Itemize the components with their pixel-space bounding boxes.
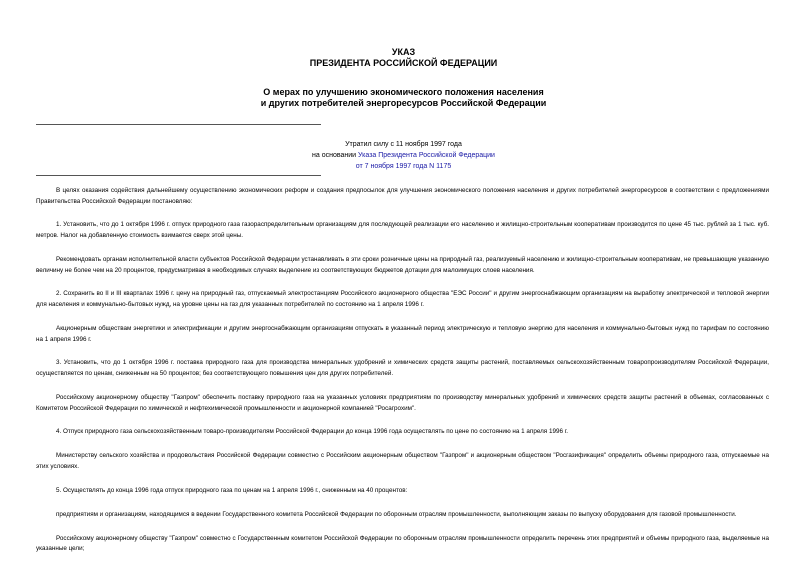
body-paragraph: Российскому акционерному обществу "Газпром" обеспечить поставку природного газа на указанных условиях предприятиям по производству минеральных удобрений и химических средств защиты растений в объемах, согласованных с Комитетом Российской Федерации по химической и нефтехимической промышленности и акционерной компанией "Росагрохим". xyxy=(36,393,769,412)
body-paragraph: Акционерным обществам энергетики и электрификации и другим энергоснабжающим организациям отпускать в указанный период электрическую и тепловую энергию для населения и коммунально-бытовых нужд по тарифам по состоянию на 1 апреля 1996 г. xyxy=(36,324,769,343)
document-type-heading: УКАЗ xyxy=(391,47,416,57)
body-paragraph: 1. Установить, что до 1 октября 1996 г. отпуск природного газа газораспределительным организациям для последующей реализации его населению и жилищно-строительным кооперативам производится по цене 45 тыс. рублей за 1 тыс. куб. метров. Налог на добавленную стоимость взимается сверх этой цены. xyxy=(36,221,769,240)
status-basis-prefix: на основании xyxy=(312,152,359,159)
body-paragraph: Российскому акционерному обществу "Газпром" совместно с Государственным комитетом Российской Федерации по оборонным отраслям промышленности определить перечень этих предприятий и объемы природного газа, выделяемые на указанные цели; xyxy=(36,534,769,553)
status-date-line xyxy=(0,161,807,172)
document-title-line-2: и других потребителей энергоресурсов Российской Федерации xyxy=(260,98,547,108)
body-paragraph: 2. Сохранить во II и III кварталах 1996 г. цену на природный газ, отпускаемый электростанциям Российского акционерного общества "ЕЭС России" и другим энергоснабжающим организациям на выработку электрической и тепловой энергии для населения и коммунально-бытовых нужд, на уровне цены на газ для указанных потребителей по состоянию на 1 апреля 1996 г. xyxy=(36,290,769,309)
body-paragraph: 4. Отпуск природного газа сельскохозяйственным товаро-производителям Российской Федерации до конца 1996 года осуществлять по цене по состоянию на 1 апреля 1996 г. xyxy=(56,428,568,436)
repealing-decree-link[interactable]: Указа Президента Российской Федерации xyxy=(358,152,495,159)
status-divider-top xyxy=(36,124,321,125)
body-paragraph: предприятиям и организациям, находящимся в ведении Государственного комитета Российской Федерации по оборонным отраслям промышленности, выполняющим заказы по выпуску оборудования для газовой промышленности. xyxy=(56,510,737,518)
body-paragraph: 5. Осуществлять до конца 1996 года отпуск природного газа по ценам на 1 апреля 1996 г., сниженным на 40 процентов: xyxy=(56,486,408,494)
body-paragraph: В целях оказания содействия дальнейшему осуществлению экономических реформ и создания предпосылок для улучшения экономического положения населения и других потребителей энергоресурсов в соответствии с предложениями Правительства Российской Федерации постановляю: xyxy=(36,187,769,205)
status-basis-line xyxy=(0,150,807,161)
body-paragraph: Рекомендовать органам исполнительной власти субъектов Российской Федерации устанавливать в эти сроки розничные цены на природный газ, реализуемый населению и жилищно-строительным кооперативам, не превышающие указанную величину не более чем на 20 процентов, предусматривая в необходимых случаях выделение из соответствующих бюджетов дотации для малоимущих слоев населения. xyxy=(36,255,769,274)
repealing-decree-date-link[interactable]: от 7 ноября 1997 года N 1175 xyxy=(355,163,452,170)
body-paragraph: 3. Установить, что до 1 октября 1996 г. поставка природного газа для производства минеральных удобрений и химических средств защиты растений, поставляемых сельскохозяйственным товаропроизводителям Российской Федерации, осуществляется по ценам, сниженным на 50 процентов; без соответствующего повышения цен для других потребителей. xyxy=(36,359,769,378)
status-expired-line: Утратил силу с 11 ноября 1997 года xyxy=(345,141,462,148)
document-title-line-1: О мерах по улучшению экономического положения населения xyxy=(263,87,544,97)
document-body xyxy=(36,186,769,555)
issuer-heading: ПРЕЗИДЕНТА РОССИЙСКОЙ ФЕДЕРАЦИИ xyxy=(309,58,498,68)
body-paragraph: Министерству сельского хозяйства и продовольствия Российской Федерации совместно с Российским акционерным обществом "Газпром" и акционерным обществом "Росгазификация" определить объемы природного газа, отпускаемые на этих условиях. xyxy=(36,452,769,470)
status-divider-bottom xyxy=(36,175,321,176)
